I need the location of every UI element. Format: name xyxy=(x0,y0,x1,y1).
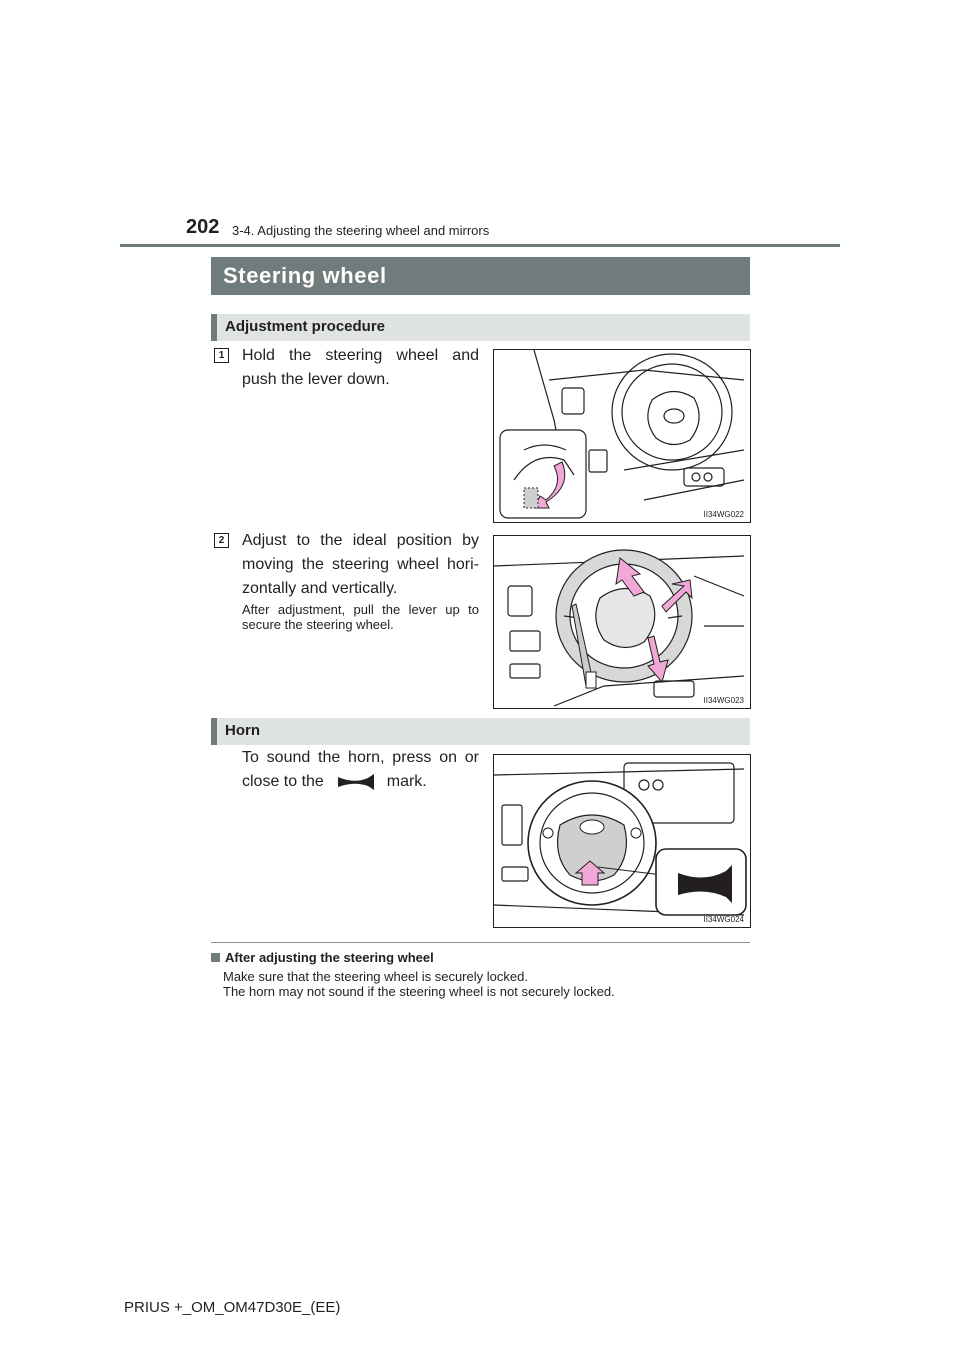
step-2-number: 2 xyxy=(214,533,229,548)
step-2-text: Adjust to the ideal position by moving the steering wheel hori-zontally and vertically. xyxy=(242,532,479,597)
figure-code-3: II34WG024 xyxy=(703,915,744,924)
step-1-number: 1 xyxy=(214,348,229,363)
step-2-note: After adjustment, pull the lever up to secure the steering wheel. xyxy=(242,602,479,632)
step-1-text: Hold the steering wheel and push the lever down. xyxy=(242,347,479,388)
horn-text-after: mark. xyxy=(386,773,427,790)
horn-illustration xyxy=(494,755,750,927)
section-heading: 3-4. Adjusting the steering wheel and mirrors xyxy=(232,223,490,238)
note-heading xyxy=(211,950,434,965)
figure-steering-lever xyxy=(493,349,751,523)
page-number: 202 xyxy=(186,216,220,238)
page-title: Steering wheel xyxy=(211,257,750,295)
note-bullet-icon xyxy=(211,953,220,962)
footer-doc-code: PRIUS +_OM_OM47D30E_(EE) xyxy=(124,1299,341,1316)
note-line-2: The horn may not sound if the steering wheel is not securely locked. xyxy=(223,984,615,999)
note-line-1: Make sure that the steering wheel is securely locked. xyxy=(223,969,528,984)
header-rule xyxy=(120,244,840,247)
figure-horn xyxy=(493,754,751,928)
note-rule xyxy=(211,942,750,943)
steering-adjust-illustration xyxy=(494,536,750,708)
horn-text-before: To sound the horn, press on or close to the xyxy=(242,749,479,790)
horn-mark-icon xyxy=(328,772,382,792)
steering-lever-illustration xyxy=(494,350,750,522)
horn-heading: Horn xyxy=(211,718,750,745)
horn-text xyxy=(242,746,479,794)
note-body xyxy=(223,969,615,999)
figure-steering-adjust xyxy=(493,535,751,709)
note-heading-text: After adjusting the steering wheel xyxy=(225,950,434,965)
figure-code-1: II34WG022 xyxy=(703,510,744,519)
figure-code-2: II34WG023 xyxy=(703,696,744,705)
adjustment-procedure-heading: Adjustment procedure xyxy=(211,314,750,341)
